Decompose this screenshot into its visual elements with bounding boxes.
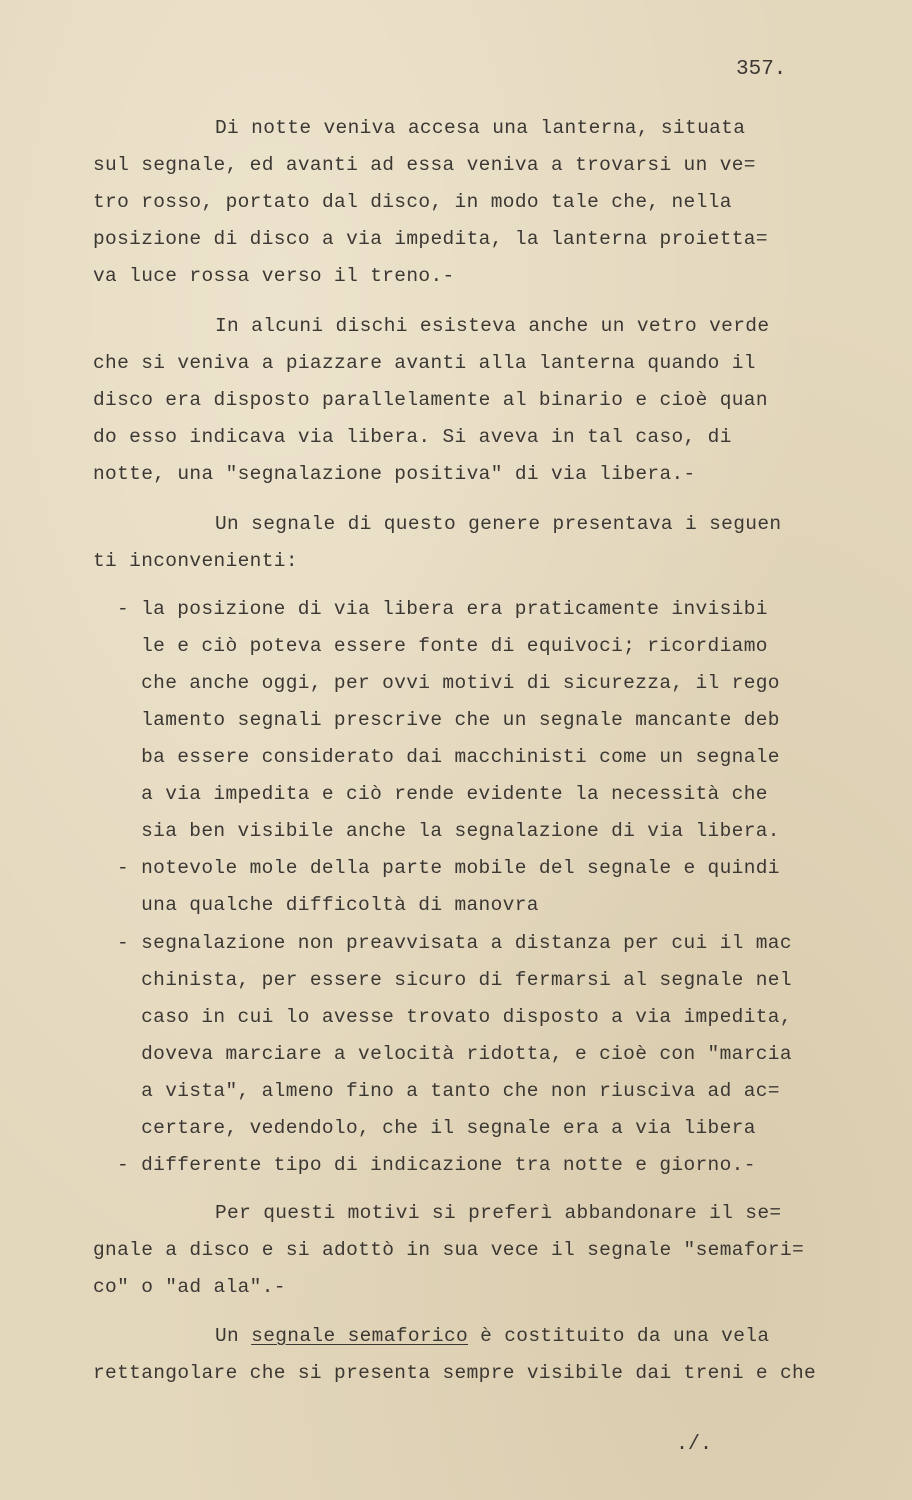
- page-number: 357.: [736, 58, 787, 81]
- continuation-mark: ./.: [676, 1433, 713, 1456]
- text-line: gnale a disco e si adottò in sua vece il segnale "semafori=: [93, 1239, 805, 1261]
- text-span: è costituito da una vela: [468, 1325, 770, 1347]
- bullet-line: ba essere considerato dai macchinisti come un segnale: [117, 746, 780, 768]
- text-line: notte, una "segnalazione positiva" di via libera.-: [93, 463, 696, 485]
- bullet-line: chinista, per essere sicuro di fermarsi al segnale nel: [117, 969, 792, 991]
- text-line: Di notte veniva accesa una lanterna, situata: [215, 117, 746, 139]
- bullet-line: - notevole mole della parte mobile del segnale e quindi: [117, 857, 780, 879]
- text-line: co" o "ad ala".-: [93, 1276, 286, 1298]
- text-line: do esso indicava via libera. Si aveva in tal caso, di: [93, 426, 732, 448]
- text-line: Per questi motivi si preferì abbandonare il se=: [215, 1202, 782, 1224]
- text-span: Un: [215, 1325, 252, 1347]
- text-line: Un segnale di questo genere presentava i seguen: [215, 513, 782, 535]
- bullet-line: - differente tipo di indicazione tra notte e giorno.-: [117, 1154, 756, 1176]
- text-line: va luce rossa verso il treno.-: [93, 265, 455, 287]
- bullet-line: a vista", almeno fino a tanto che non riusciva ad ac=: [117, 1080, 780, 1102]
- text-line: [215, 1324, 769, 1348]
- underlined-term: segnale semaforico: [251, 1325, 469, 1347]
- text-line: In alcuni dischi esisteva anche un vetro verde: [215, 315, 770, 337]
- bullet-line: certare, vedendolo, che il segnale era a via libera: [117, 1117, 756, 1139]
- bullet-line: caso in cui lo avesse trovato disposto a via impedita,: [117, 1006, 792, 1028]
- bullet-line: le e ciò poteva essere fonte di equivoci; ricordiamo: [117, 635, 768, 657]
- bullet-line: - segnalazione non preavvisata a distanza per cui il mac: [117, 932, 792, 954]
- bullet-line: doveva marciare a velocità ridotta, e cioè con "marcia: [117, 1043, 792, 1065]
- text-line: posizione di disco a via impedita, la lanterna proietta=: [93, 228, 768, 250]
- bullet-line: a via impedita e ciò rende evidente la necessità che: [117, 783, 768, 805]
- text-line: sul segnale, ed avanti ad essa veniva a trovarsi un ve=: [93, 154, 756, 176]
- bullet-line: sia ben visibile anche la segnalazione di via libera.: [117, 820, 780, 842]
- text-line: che si veniva a piazzare avanti alla lanterna quando il: [93, 352, 756, 374]
- bullet-line: - la posizione di via libera era praticamente invisibi: [117, 598, 768, 620]
- bullet-line: lamento segnali prescrive che un segnale mancante deb: [117, 709, 780, 731]
- text-line: tro rosso, portato dal disco, in modo tale che, nella: [93, 191, 732, 213]
- text-line: disco era disposto parallelamente al binario e cioè quan: [93, 389, 768, 411]
- bullet-line: che anche oggi, per ovvi motivi di sicurezza, il rego: [117, 672, 780, 694]
- text-line: ti inconvenienti:: [93, 550, 298, 572]
- bullet-line: una qualche difficoltà di manovra: [117, 894, 539, 916]
- text-line: rettangolare che si presenta sempre visibile dai treni e che: [93, 1362, 817, 1384]
